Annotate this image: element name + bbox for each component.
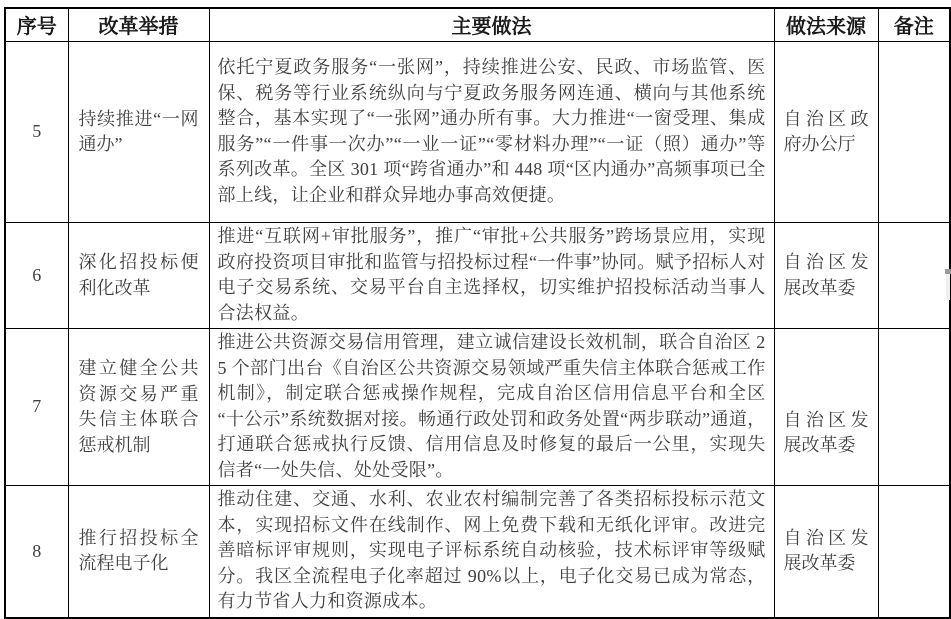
remark-cell xyxy=(878,42,950,223)
col-header-measure: 改革举措 xyxy=(68,8,209,42)
table-row xyxy=(5,223,950,329)
row-number: 8 xyxy=(5,486,68,618)
col-header-number: 序号 xyxy=(5,8,68,42)
table-row xyxy=(5,486,950,618)
measure-cell: 持续推进“一网通办” xyxy=(68,42,209,223)
reform-measures-table xyxy=(4,7,951,619)
practice-cell: 推动住建、交通、水利、农业农村编制完善了各类招标投标示范文本，实现招标文件在线制作、网上免费下载和无纸化评审。改进完善暗标评审规则，实现电子评标系统自动核验，技术标评审等级赋分。我区全流程电子化率超过 90%以上，电子化交易已成为常态，有力节省人力和资源成本。 xyxy=(209,486,774,618)
source-cell: 自治区发展改革委 xyxy=(774,486,878,618)
scroll-track-fragment xyxy=(946,274,950,300)
col-header-source: 做法来源 xyxy=(774,8,878,42)
row-number: 7 xyxy=(5,329,68,486)
col-header-practice: 主要做法 xyxy=(209,8,774,42)
table-header-row xyxy=(5,8,950,42)
source-cell: 自治区发展改革委 xyxy=(774,223,878,329)
measure-cell: 建立健全公共资源交易严重失信主体联合惩戒机制 xyxy=(68,329,209,486)
measure-cell: 推行招投标全流程电子化 xyxy=(68,486,209,618)
source-cell: 自治区发展改革委 xyxy=(774,329,878,486)
source-cell: 自治区政府办公厅 xyxy=(774,42,878,223)
remark-cell xyxy=(878,329,950,486)
practice-cell: 推进公共资源交易信用管理，建立诚信建设长效机制，联合自治区 25 个部门出台《自治区公共资源交易领域严重失信主体联合惩戒工作机制》，制定联合惩戒操作规程，完成自治区信用信息平台和全区“十公示”系统数据对接。畅通行政处罚和政务处置“两步联动”通道，打通联合惩戒执行反馈、信用信息及时修复的最后一公里，实现失信者“一处失信、处处受限”。 xyxy=(209,329,774,486)
table-row xyxy=(5,42,950,223)
remark-cell xyxy=(878,486,950,618)
remark-cell xyxy=(878,223,950,329)
col-header-remark: 备注 xyxy=(878,8,950,42)
table-row xyxy=(5,329,950,486)
measure-cell: 深化招投标便利化改革 xyxy=(68,223,209,329)
practice-cell: 依托宁夏政务服务“一张网”，持续推进公安、民政、市场监管、医保、税务等行业系统纵向与宁夏政务服务网连通、横向与其他系统整合，基本实现了“一张网”通办所有事。大力推进“一窗受理、集成服务”“一件事一次办”“一业一证”“零材料办理”“一证（照）通办”等系列改革。全区 301 项“跨省通办”和 448 项“区内通办”高频事项已全部上线，让企业和群众异地办事高效便捷。 xyxy=(209,42,774,223)
row-number: 5 xyxy=(5,42,68,223)
row-number: 6 xyxy=(5,223,68,329)
practice-cell: 推进“互联网+审批服务”，推广“审批+公共服务”跨场景应用，实现政府投资项目审批和监管与招投标过程“一件事”协同。赋予招标人对电子交易系统、交易平台自主选择权，切实维护招投标活动当事人合法权益。 xyxy=(209,223,774,329)
